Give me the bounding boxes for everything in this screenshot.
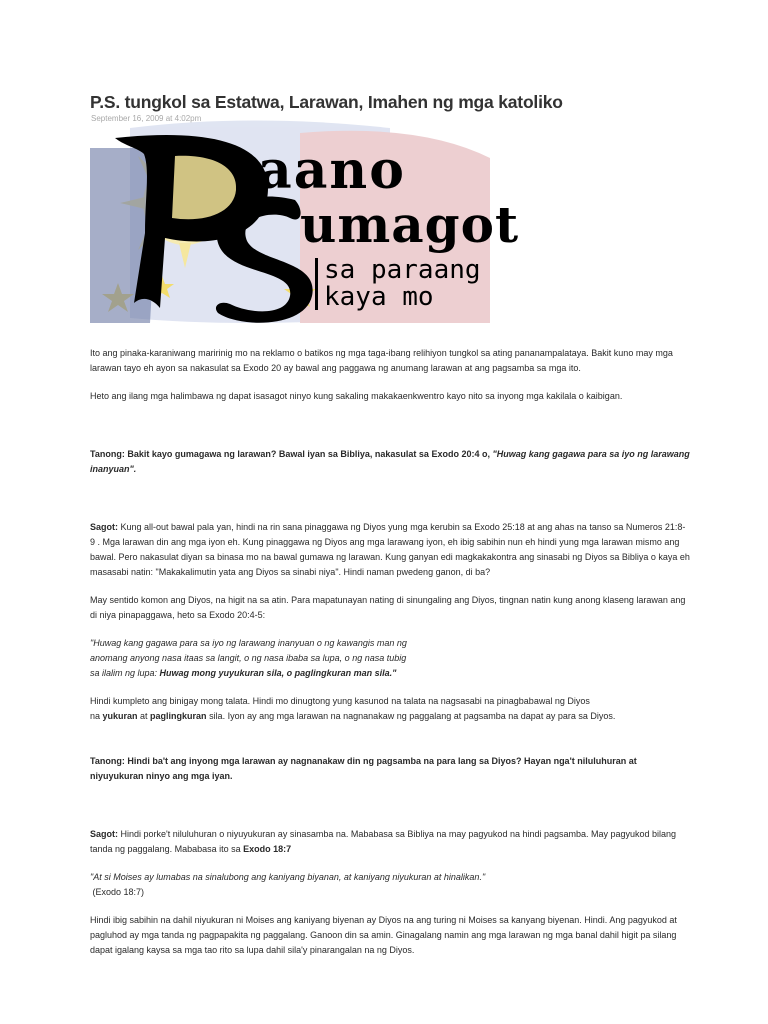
answer-1-p3-na: na bbox=[90, 711, 103, 721]
verse-1-line-2: anomang anyong nasa itaas sa langit, o ng nasa ibaba sa lupa, o ng nasa tubig bbox=[90, 653, 407, 663]
answer-1-p3-sila: sila bbox=[206, 711, 223, 721]
verse-1 bbox=[90, 636, 690, 681]
answer-1 bbox=[90, 520, 690, 580]
banner-line-kaya-mo: kaya mo bbox=[324, 282, 434, 312]
verse-2-ref bbox=[90, 885, 690, 900]
answer-1-p3-rest: . Iyon ay ang mga larawan na nagnanakaw ng paggalang at pagsamba na dapat ay para sa Diyos. bbox=[222, 711, 616, 721]
intro-paragraph-1: Ito ang pinaka-karaniwang maririnig mo na reklamo o batikos ng mga taga-ibang relihiyon tungkol sa ating pananampalataya. Bakit kuno may mga larawan tayo eh ayon sa nakasulat sa Exodo 20 ay bawal ang paggawa ng anumang larawan at ang pagsamba sa mga ito. bbox=[90, 348, 673, 373]
answer-1-p3-at: at bbox=[137, 711, 151, 721]
answer-2-paragraph-2: Hindi ibig sabihin na dahil niyukuran ni Moises ang kaniyang biyenan ay Diyos na ang turing ni Moises sa kanyang biyenan. Hindi. Ang pagyukod at pagluhod ay mga tanda ng pagpapakita ng paggalang. Ganoon din sa amin. Ginagalang namin ang mga larawan ng mga banal dahil higit pa silang dapat igalang kaysa sa mga tao rito sa lupa dahil sila'y pinarangalan na ng Diyos. bbox=[90, 915, 677, 955]
answer-1-p3-yukuran: yukuran bbox=[102, 711, 138, 721]
article-body bbox=[90, 346, 690, 958]
banner-divider bbox=[315, 258, 318, 310]
verse-2-ref-text: (Exodo 18:7) bbox=[92, 887, 145, 897]
answer-1-p3-line-1: Hindi kumpleto ang binigay mong talata. Hindi mo dinugtong yung kasunod na talata na nagsasabi na pinagbabawal ng Diyos bbox=[90, 696, 590, 706]
answer-2-text: Hindi porke't niluluhuran o niyuyukuran ay sinasamba na. Mababasa sa Bibliya na may pagyukod na hindi pagsamba. May pagyukod bilang tanda ng paggalang. Mababasa ito sa bbox=[90, 829, 677, 854]
answer-2-label: Sagot: bbox=[90, 829, 118, 839]
answer-2-ref: Exodo 18:7 bbox=[243, 844, 292, 854]
intro-paragraph-2: Heto ang ilang mga halimbawa ng dapat isasagot ninyo kung sakaling makakaenkwentro kayo nito sa inyong mga kakilala o kaibigan. bbox=[90, 391, 623, 401]
answer-1-paragraph-2: May sentido komon ang Diyos, na higit na sa atin. Para mapatunayan nating di sinungaling ang Diyos, tingnan natin kung anong klaseng larawan ang di niya pinapaggawa, heto sa Exodo 20:4-5: bbox=[90, 595, 686, 620]
answer-1-label: Sagot: bbox=[90, 522, 118, 532]
verse-1-line-1: "Huwag kang gagawa para sa iyo ng larawang inanyuan o ng kawangis man ng bbox=[90, 638, 407, 648]
post-date: September 16, 2009 at 4:02pm bbox=[91, 114, 202, 123]
answer-1-text: Kung all-out bawal pala yan, hindi na rin sana pinaggawa ng Diyos yung mga kerubin sa Exodo 25:18 at ang ahas na tanso sa Numeros 21:8-9 . Mga larawan din ang mga iyon eh. Kung pinaggawa ng Diyos ang mga larawang iyon, eh ibig sabihin nun eh hindi yung mga larawan mismo ang bawal. Pero nakasulat diyan sa binasa mo na bawal gumawa ng larawan. Kung ganyan edi magkakakontra ang sinasabi ng Diyos sa Bibliya o kaya eh masasabi natin: "Makakalimutin yata ang Diyos sa sinabi niya". Hindi naman pwedeng ganon, di ba? bbox=[90, 522, 690, 577]
banner-line-umagot: umagot bbox=[300, 195, 520, 254]
question-1 bbox=[90, 447, 690, 477]
banner-line-aano: aano bbox=[258, 140, 406, 201]
banner-line-sa-paraang: sa paraang bbox=[324, 255, 481, 285]
answer-1-p3-paglingkuran: paglingkuran bbox=[150, 711, 207, 721]
verse-1-emphasis: Huwag mong yuyukuran sila, o paglingkuran man sila." bbox=[159, 668, 397, 678]
banner-image bbox=[90, 118, 540, 323]
question-1-quote: "Huwag kang gagawa para sa iyo ng larawang inanyuan". bbox=[90, 449, 690, 474]
answer-1-paragraph-3 bbox=[90, 694, 690, 724]
verse-1-line-3: sa ilalim ng lupa: bbox=[90, 668, 160, 678]
page-title: P.S. tungkol sa Estatwa, Larawan, Imahen ng mga katoliko bbox=[90, 92, 563, 112]
question-2: Tanong: Hindi ba't ang inyong mga larawan ay nagnanakaw din ng pagsamba na para lang sa Diyos? Hayan nga't niluluhuran at niyuyukuran ninyo ang mga iyan. bbox=[90, 756, 637, 781]
answer-2 bbox=[90, 827, 690, 857]
question-1-text: Tanong: Bakit kayo gumagawa ng larawan? Bawal iyan sa Bibliya, nakasulat sa Exodo 20:4 o, bbox=[90, 449, 493, 459]
verse-2: "At si Moises ay lumabas na sinalubong ang kaniyang biyanan, at kaniyang niyukuran at hinalikan." bbox=[90, 872, 486, 882]
